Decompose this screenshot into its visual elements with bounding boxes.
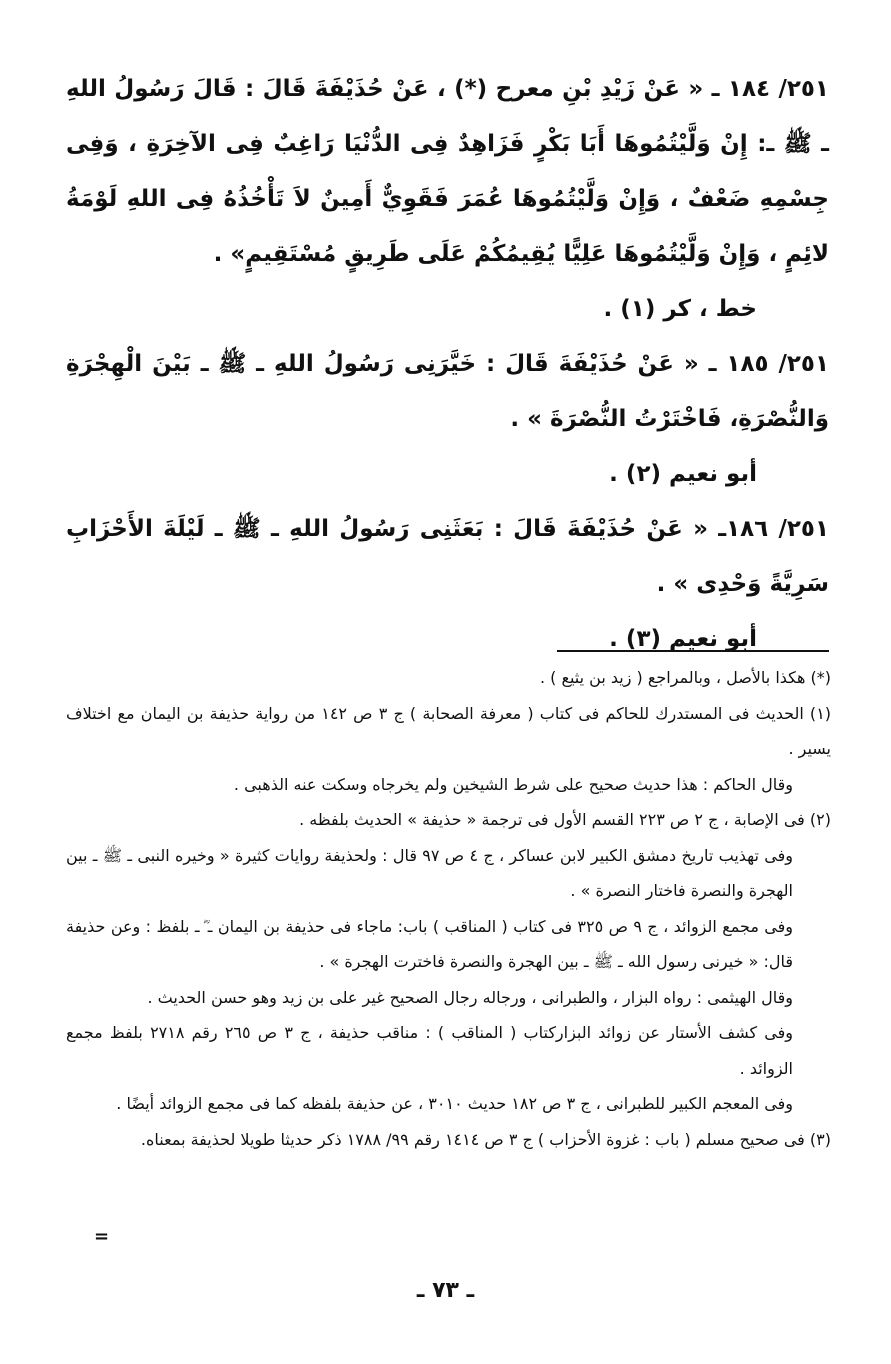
continuation-mark: = (94, 1226, 110, 1247)
source-184: خط ، كر (١) . (603, 296, 757, 322)
hadith-185: ٢٥١/ ١٨٥ ـ « عَنْ حُذَيْفَةَ قَالَ : خَيَّرَنِى رَسُولُ اللهِ ـ ﷺ ـ بَيْنَ الْهِجْرَةِ وَالنُّصْرَةِ، فَاخْتَرْتُ النُّصْرَةَ » . (66, 351, 829, 432)
footnote-2-haythami: وقال الهيثمى : رواه البزار ، والطبرانى ، ورجاله رجال الصحيح غير على بن زيد وهو حسن الحديث . (147, 987, 793, 1007)
footnote-1: (١) الحديث فى المستدرك للحاكم فى كتاب ( معرفة الصحابة ) ج ٣ ص ١٤٢ من رواية حذيفة بن اليمان مع اختلاف يسير . (66, 703, 832, 758)
footnote-2-kashf: وفى كشف الأستار عن زوائد البزاركتاب ( المناقب ) : مناقب حذيفة ، ج ٣ ص ٢٦٥ رقم ٢٧١٨ بلفظ مجمع الزوائد . (66, 1023, 794, 1078)
page-number: ـ ٧٣ ـ (416, 1278, 475, 1303)
footnote-3: (٣) فى صحيح مسلم ( باب : غزوة الأحزاب ) ج ٣ ص ١٤١٤ رقم ٩٩/ ١٧٨٨ ذكر حديثا طويلا لحذيفة بمعناه. (140, 1129, 831, 1149)
footnote-star: (*) هكذا بالأصل ، وبالمراجع ( زيد بن يثيع ) . (539, 668, 831, 687)
footnote-2-tabarani: وفى المعجم الكبير للطبرانى ، ج ٣ ص ١٨٢ حديث ٣٠١٠ ، عن حذيفة بلفظه كما فى مجمع الزوائد أيضًا . (116, 1094, 793, 1113)
hadith-184: ٢٥١/ ١٨٤ ـ « عَنْ زَيْدِ بْنِ معرح (*) ، عَنْ حُذَيْفَةَ قَالَ : قَالَ رَسُولُ اللهِ ـ ﷺ ـ: إِنْ وَلَّيْتُمُوهَا أَبَا بَكْرٍ فَزَاهِدٌ فِى الدُّنْيَا رَاغِبٌ فِى الآخِرَةِ ، وَفِى جِسْمِهِ ضَعْفٌ ، وَإِنْ وَلَّيْتُمُوهَا عُمَرَ فَقَوِيٌّ أَمِينٌ لاَ تَأْخُذُهُ فِى اللهِ لَوْمَةُ لائِمٍ ، وَإِنْ وَلَّيْتُمُوهَا عَلِيًّا يُقِيمُكُمْ عَلَى طَرِيقٍ مُسْتَقِيمٍ» . (66, 76, 829, 267)
source-185: أبو نعيم (٢) . (609, 461, 757, 487)
footnote-2: (٢) فى الإصابة ، ج ٢ ص ٢٢٣ القسم الأول فى ترجمة « حذيفة » الحديث بلفظه . (299, 810, 831, 829)
hadith-186: ٢٥١/ ١٨٦ـ « عَنْ حُذَيْفَةَ قَالَ : بَعَثَنِى رَسُولُ اللهِ ـ ﷺ ـ لَيْلَةَ الأَحْزَابِ سَرِيَّةً وَحْدِى » . (66, 516, 829, 597)
footnote-separator (557, 650, 829, 652)
footnotes (66, 660, 831, 1157)
main-text (66, 62, 829, 667)
footnote-2-ibn-asakir: وفى تهذيب تاريخ دمشق الكبير لابن عساكر ، ج ٤ ص ٩٧ قال : ولحذيفة روايات كثيرة « وخيره النبى ـ ﷺ ـ بين الهجرة والنصرة فاختار النصرة » . (66, 845, 794, 900)
footnote-2-majma: وفى مجمع الزوائد ، ج ٩ ص ٣٢٥ فى كتاب ( المناقب ) باب: ماجاء فى حذيفة بن اليمان ـ ؓ ـ بلفظ : وعن حذيفة قال: « خيرنى رسول الله ـ ﷺ ـ بين الهجرة والنصرة فاخترت الهجرة » . (66, 916, 794, 971)
source-186: أبو نعيم (٣) . (609, 626, 757, 652)
footnote-1-hakim: وقال الحاكم : هذا حديث صحيح على شرط الشيخين ولم يخرجاه وسكت عنه الذهبى . (233, 774, 793, 794)
